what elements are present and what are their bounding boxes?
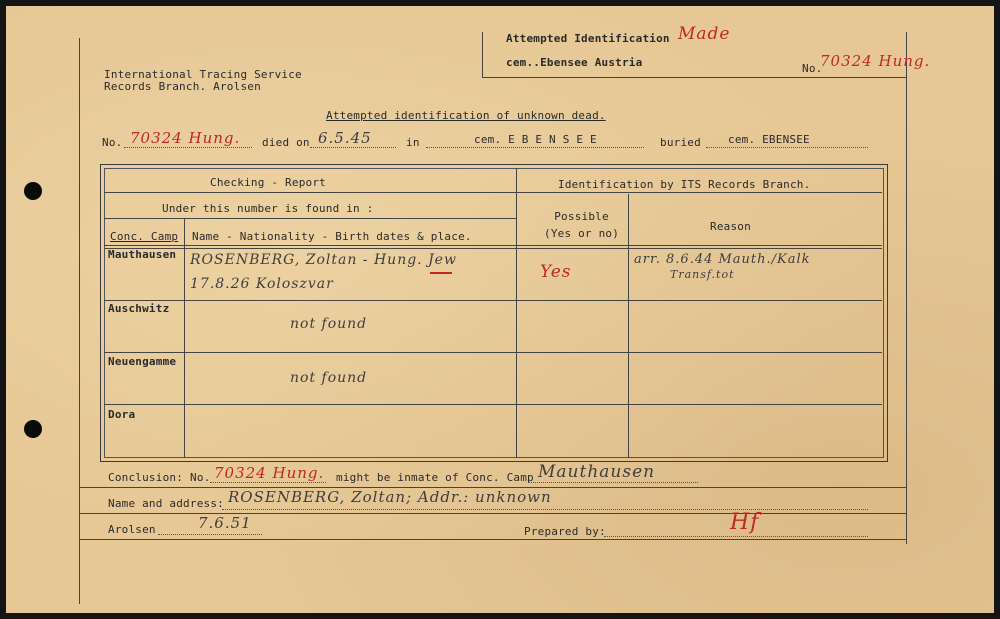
tracing-card bbox=[6, 6, 994, 613]
row1-reason-line2: Transf.tot bbox=[670, 268, 735, 281]
table-row-sep-6 bbox=[104, 404, 882, 405]
row-camp-neuengamme: Neuengamme bbox=[108, 355, 177, 368]
right-margin-line bbox=[906, 32, 907, 544]
in-label: in bbox=[406, 136, 420, 149]
col-possible-header: Possible (Yes or no) bbox=[544, 210, 620, 240]
org-line-1: International Tracing Service bbox=[104, 68, 302, 81]
camp-dots bbox=[528, 482, 698, 483]
row1-reason-line1: arr. 8.6.44 Mauth./Kalk bbox=[634, 252, 811, 267]
buried-label: buried bbox=[660, 136, 701, 149]
found-in-header: Under this number is found in : bbox=[162, 202, 374, 215]
name-address-value: ROSENBERG, Zoltan; Addr.: unknown bbox=[228, 488, 552, 506]
row-camp-dora: Dora bbox=[108, 408, 136, 421]
record-no-value: 70324 Hung. bbox=[130, 129, 241, 147]
row3-name: not found bbox=[290, 370, 368, 386]
punch-hole-top bbox=[24, 182, 42, 200]
died-on-dots bbox=[310, 147, 396, 148]
date-value: 7.6.51 bbox=[198, 514, 252, 532]
conclusion-no-value: 70324 Hung. bbox=[214, 464, 325, 482]
table-row-sep-1 bbox=[104, 192, 882, 193]
conclusion-label: Conclusion: bbox=[108, 471, 184, 484]
in-dots bbox=[426, 147, 644, 148]
table-row-sep-3 bbox=[104, 245, 882, 246]
row-camp-mauthausen: Mauthausen bbox=[108, 248, 177, 261]
initials-signature: Hf bbox=[730, 510, 760, 535]
arolsen-label: Arolsen bbox=[108, 523, 156, 536]
location-label: cem..Ebensee Austria bbox=[506, 56, 643, 69]
table-divider-reason bbox=[628, 194, 629, 458]
header-box-bottom bbox=[482, 77, 907, 78]
made-annotation: Made bbox=[678, 24, 731, 44]
buried-dots bbox=[706, 147, 868, 148]
in-value: cem. E B E N S E E bbox=[474, 133, 597, 146]
checking-report-header: Checking - Report bbox=[210, 176, 326, 189]
row2-name: not found bbox=[290, 316, 368, 332]
table-row-sep-4 bbox=[104, 300, 882, 301]
table-row-sep-2 bbox=[104, 218, 516, 219]
table-row-sep-3b bbox=[104, 248, 882, 249]
prepared-by-label: Prepared by: bbox=[524, 525, 606, 538]
conclusion-camp-value: Mauthausen bbox=[538, 462, 656, 482]
header-box-left bbox=[482, 32, 483, 78]
page-title: Attempted identification of unknown dead. bbox=[326, 109, 606, 122]
header-no-label: No. bbox=[802, 62, 823, 75]
row-camp-auschwitz: Auschwitz bbox=[108, 302, 170, 315]
died-on-label: died on bbox=[262, 136, 310, 149]
conclusion-no-label: No. bbox=[190, 471, 211, 484]
died-on-value: 6.5.45 bbox=[318, 129, 372, 147]
footer-line-3 bbox=[80, 539, 906, 540]
red-underline-hung bbox=[430, 272, 452, 274]
identification-header: Identification by ITS Records Branch. bbox=[558, 178, 811, 191]
row1-name-line1: ROSENBERG, Zoltan - Hung. Jew bbox=[190, 252, 457, 268]
table-row-sep-5 bbox=[104, 352, 882, 353]
header-no-value: 70324 Hung. bbox=[820, 52, 931, 70]
table-divider-main bbox=[516, 168, 517, 458]
table-divider-camp bbox=[184, 218, 185, 458]
name-address-dots bbox=[222, 509, 868, 510]
col-name-header: Name - Nationality - Birth dates & place. bbox=[192, 230, 472, 243]
col-camp-header: Conc. Camp bbox=[110, 230, 179, 243]
left-margin-line bbox=[79, 38, 80, 604]
row1-possible: Yes bbox=[540, 262, 572, 282]
record-no-label: No. bbox=[102, 136, 123, 149]
inmate-label: might be inmate of Conc. Camp bbox=[336, 471, 534, 484]
org-line-2: Records Branch. Arolsen bbox=[104, 80, 261, 93]
punch-hole-bottom bbox=[24, 420, 42, 438]
prepared-by-dots bbox=[604, 536, 868, 537]
conclusion-no-dots bbox=[210, 482, 326, 483]
name-address-label: Name and address: bbox=[108, 497, 224, 510]
buried-value: cem. EBENSEE bbox=[728, 133, 810, 146]
col-reason-header: Reason bbox=[710, 220, 751, 233]
attempted-identification-label: Attempted Identification bbox=[506, 32, 670, 45]
row1-name-line2: 17.8.26 Koloszvar bbox=[190, 276, 334, 292]
record-no-dots bbox=[124, 147, 252, 148]
arolsen-dots bbox=[158, 534, 262, 535]
